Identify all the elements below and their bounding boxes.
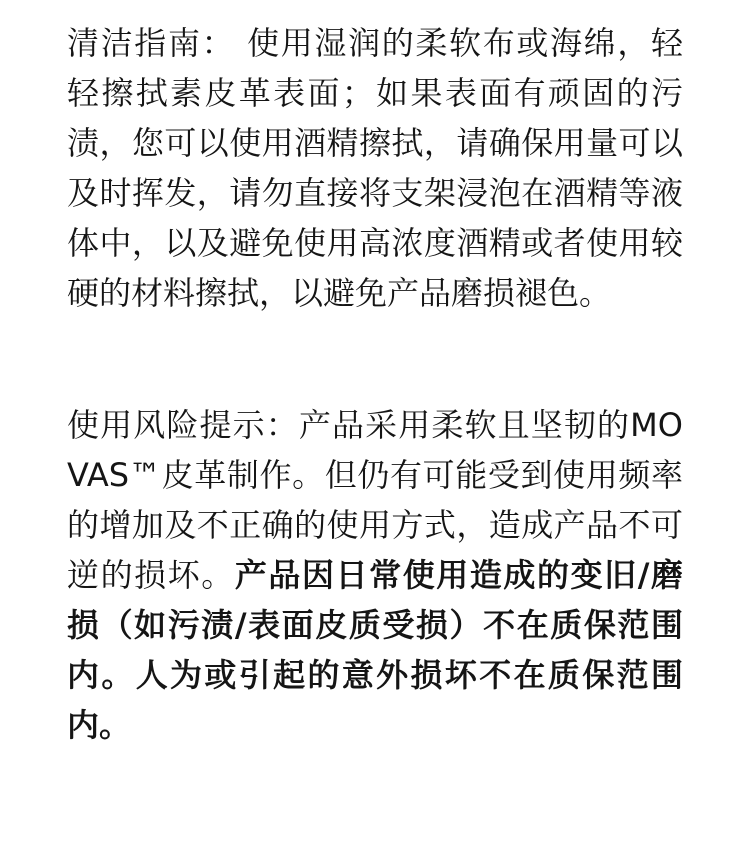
cleaning-guide-label: 清洁指南： — [67, 24, 236, 62]
product-care-document — [67, 18, 683, 750]
usage-risk-text: 产品采用柔软且坚韧的MOVAS™皮革制作。但仍有可能受到使用频率的增加及不正确的使用方式，造成产品不可逆的损坏。 — [67, 406, 683, 594]
paragraph-spacer — [67, 318, 683, 400]
cleaning-guide-text: 使用湿润的柔软布或海绵，轻轻擦拭素皮革表面；如果表面有顽固的污渍，您可以使用酒精擦拭，请确保用量可以及时挥发，请勿直接将支架浸泡在酒精等液体中，以及避免使用高浓度酒精或者使用较硬的材料擦拭，以避免产品磨损褪色。 — [67, 24, 683, 312]
cleaning-guide-paragraph — [67, 18, 683, 318]
warranty-exclusion-text: 产品因日常使用造成的变旧/磨损（如污渍/表面皮质受损）不在质保范围内。人为或引起的意外损坏不在质保范围内。 — [67, 556, 683, 744]
usage-risk-label: 使用风险提示： — [67, 406, 299, 444]
usage-risk-paragraph — [67, 400, 683, 750]
